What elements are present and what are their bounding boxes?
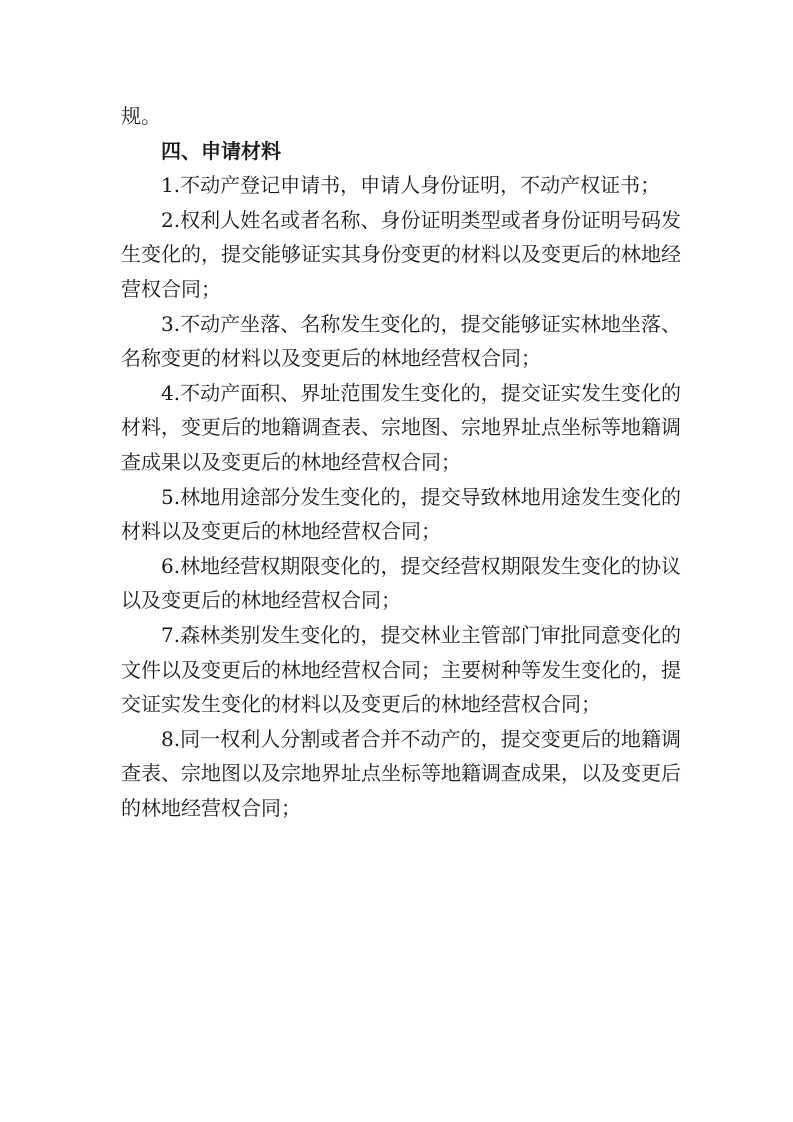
list-item: 5.林地用途部分发生变化的，提交导致林地用途发生变化的材料以及变更后的林地经营权合同； xyxy=(121,484,681,544)
list-item: 2.权利人姓名或者名称、身份证明类型或者身份证明号码发生变化的，提交能够证实其身份变更的材料以及变更后的林地经营权合同； xyxy=(121,207,681,301)
list-item: 4.不动产面积、界址范围发生变化的，提交证实发生变化的材料，变更后的地籍调查表、宗地图、宗地界址点坐标等地籍调查成果以及变更后的林地经营权合同； xyxy=(121,380,681,474)
list-item: 3.不动产坐落、名称发生变化的，提交能够证实林地坐落、名称变更的材料以及变更后的林地经营权合同； xyxy=(121,311,681,371)
list-item: 7.森林类别发生变化的，提交林业主管部门审批同意变化的文件以及变更后的林地经营权合同；主要树种等发生变化的，提交证实发生变化的材料以及变更后的林地经营权合同； xyxy=(121,622,681,717)
list-item: 1.不动产登记申请书，申请人身份证明，不动产权证书； xyxy=(161,173,661,198)
list-item: 8.同一权利人分割或者合并不动产的，提交变更后的地籍调查表、宗地图以及宗地界址点坐标等地籍调查成果，以及变更后的林地经营权合同； xyxy=(121,726,681,820)
list-item: 6.林地经营权期限变化的，提交经营权期限发生变化的协议以及变更后的林地经营权合同； xyxy=(121,553,681,613)
document-body xyxy=(121,99,681,825)
section-heading: 四、申请材料 xyxy=(161,138,281,163)
continuation-text: 规。 xyxy=(121,104,161,128)
